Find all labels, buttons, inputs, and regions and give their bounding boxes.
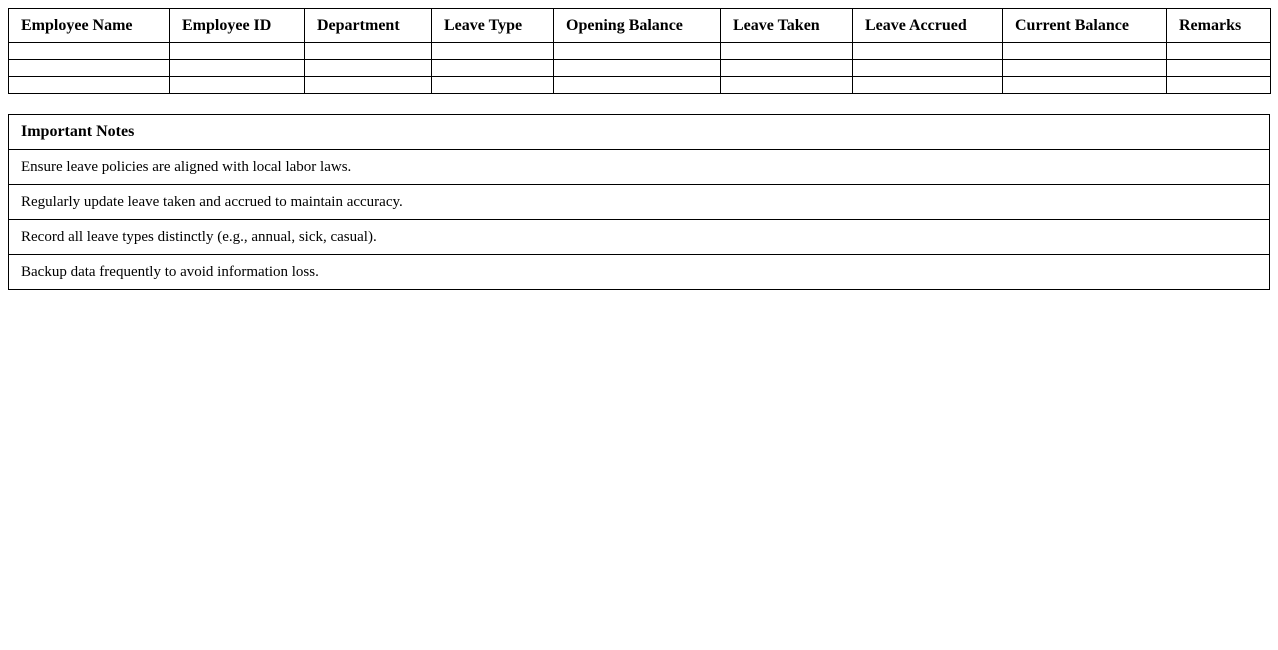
table-cell[interactable] [853, 77, 1003, 94]
table-cell[interactable] [1003, 77, 1167, 94]
note-item: Regularly update leave taken and accrued to maintain accuracy. [9, 185, 1270, 220]
table-row [9, 77, 1271, 94]
table-cell[interactable] [554, 77, 721, 94]
table-row [9, 43, 1271, 60]
column-header-employee-name: Employee Name [9, 9, 170, 43]
column-header-leave-taken: Leave Taken [721, 9, 853, 43]
column-header-opening-balance: Opening Balance [554, 9, 721, 43]
table-cell[interactable] [1003, 43, 1167, 60]
column-header-department: Department [305, 9, 432, 43]
table-cell[interactable] [1167, 60, 1271, 77]
notes-header-row [9, 115, 1270, 150]
table-cell[interactable] [554, 43, 721, 60]
table-cell[interactable] [170, 43, 305, 60]
table-cell[interactable] [305, 43, 432, 60]
column-header-current-balance: Current Balance [1003, 9, 1167, 43]
notes-row [9, 220, 1270, 255]
notes-title: Important Notes [9, 115, 1270, 150]
table-cell[interactable] [432, 77, 554, 94]
table-cell[interactable] [305, 77, 432, 94]
column-header-leave-type: Leave Type [432, 9, 554, 43]
table-cell[interactable] [9, 43, 170, 60]
table-cell[interactable] [432, 60, 554, 77]
column-header-remarks: Remarks [1167, 9, 1271, 43]
table-cell[interactable] [853, 60, 1003, 77]
table-cell[interactable] [432, 43, 554, 60]
important-notes-table [8, 114, 1270, 290]
table-cell[interactable] [554, 60, 721, 77]
table-cell[interactable] [1167, 43, 1271, 60]
note-item: Ensure leave policies are aligned with local labor laws. [9, 150, 1270, 185]
table-cell[interactable] [721, 43, 853, 60]
table-cell[interactable] [1003, 60, 1167, 77]
notes-row [9, 185, 1270, 220]
leave-balance-table [8, 8, 1271, 94]
table-cell[interactable] [853, 43, 1003, 60]
column-header-employee-id: Employee ID [170, 9, 305, 43]
note-item: Backup data frequently to avoid information loss. [9, 255, 1270, 290]
table-cell[interactable] [305, 60, 432, 77]
column-header-leave-accrued: Leave Accrued [853, 9, 1003, 43]
table-cell[interactable] [9, 60, 170, 77]
table-cell[interactable] [1167, 77, 1271, 94]
note-item: Record all leave types distinctly (e.g., annual, sick, casual). [9, 220, 1270, 255]
document-body [8, 8, 1270, 290]
notes-row [9, 150, 1270, 185]
table-cell[interactable] [170, 77, 305, 94]
table-row [9, 60, 1271, 77]
table-header-row [9, 9, 1271, 43]
table-cell[interactable] [721, 77, 853, 94]
table-cell[interactable] [721, 60, 853, 77]
table-cell[interactable] [170, 60, 305, 77]
notes-row [9, 255, 1270, 290]
table-cell[interactable] [9, 77, 170, 94]
